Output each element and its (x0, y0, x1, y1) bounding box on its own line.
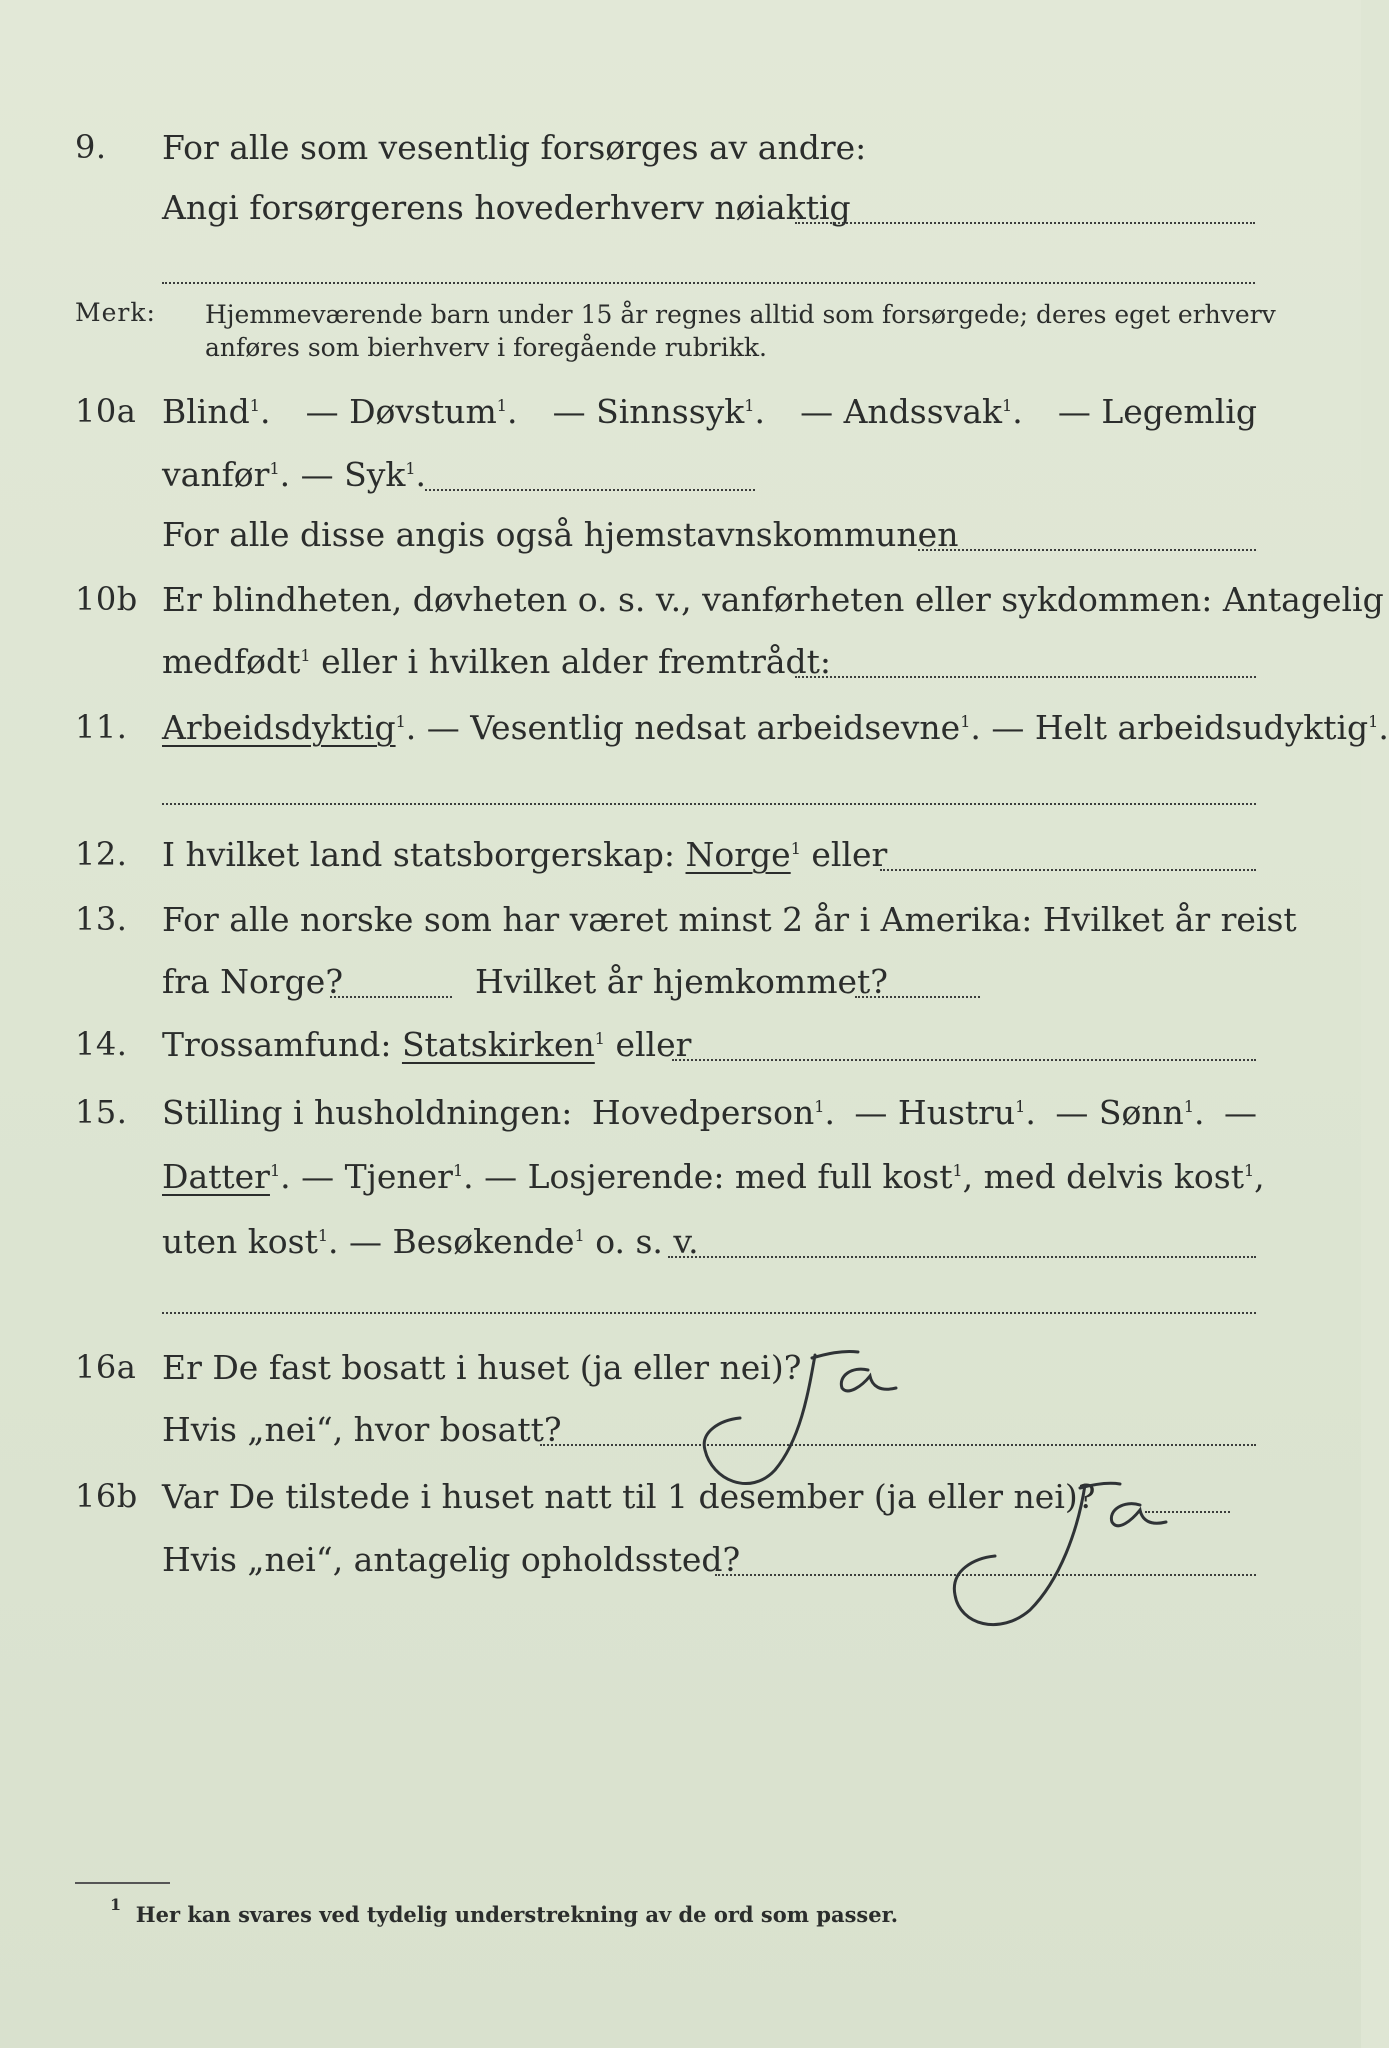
footnote: $^1$ Her kan svares ved tydelig understrekning av de ord som passer. (110, 1895, 899, 1927)
q16a-number: 16a (75, 1348, 137, 1386)
q16b-line1: Var De tilstede i huset natt til 1 desember (ja eller nei)? (162, 1477, 1096, 1516)
handwritten-ja-16a (704, 1351, 896, 1483)
q10b-line2: medfødt$^1$ eller i hvilken alder fremtrådt: (162, 642, 832, 681)
q16a-line1: Er De fast bosatt i huset (ja eller nei)? (162, 1348, 802, 1387)
q15-line2: Datter$^1$. — Tjener$^1$. — Losjerende: med full kost$^1$, med delvis kost$^1$, (162, 1157, 1265, 1196)
q10b-number: 10b (75, 580, 138, 618)
handwritten-ja-16b (954, 1483, 1166, 1624)
footnote-divider (75, 1882, 170, 1884)
q10a-line3: For alle disse angis også hjemstavnskommunen (162, 515, 959, 554)
q16b-line2: Hvis „nei“, antagelig opholdssted? (162, 1540, 741, 1579)
q15-option-hustru[interactable]: — Hustru$^1$. (854, 1093, 1036, 1132)
q16a-line2: Hvis „nei“, hvor bosatt? (162, 1410, 562, 1449)
q10a-option-dovstum[interactable]: — Døvstum$^1$. (305, 392, 518, 431)
q12-line1: I hvilket land statsborgerskap: Norge$^1$ eller (162, 835, 888, 874)
merk-label: Merk: (75, 298, 156, 327)
q10a-number: 10a (75, 392, 137, 430)
q15-option-datter[interactable]: Datter (162, 1157, 270, 1196)
q10a-option-legemlig[interactable]: — Legemlig (1057, 392, 1257, 431)
q15-line1: Stilling i husholdningen: Hovedperson$^1$. — Hustru$^1$. — Sønn$^1$. — (162, 1093, 1257, 1132)
q15-option-sonn[interactable]: — Sønn$^1$. (1055, 1093, 1205, 1132)
merk-line2: anføres som bierhverv i foregående rubrikk. (205, 333, 767, 362)
q11-line1: Arbeidsdyktig$^1$. — Vesentlig nedsat arbeidsevne$^1$. — Helt arbeidsudyktig$^1$. (162, 708, 1389, 747)
q10a-option-andssvak[interactable]: — Andssvak$^1$. (800, 392, 1023, 431)
q15-number: 15. (75, 1093, 128, 1131)
q10a-option-sinnssyk[interactable]: — Sinnssyk$^1$. (552, 392, 765, 431)
q10b-line1: Er blindheten, døvheten o. s. v., vanførheten eller sykdommen: Antagelig (162, 580, 1384, 619)
merk-line1: Hjemmeværende barn under 15 år regnes alltid som forsørgede; deres eget erhverv (205, 300, 1276, 329)
q12-number: 12. (75, 835, 128, 873)
q9-number: 9. (75, 128, 107, 166)
q14-line1: Trossamfund: Statskirken$^1$ eller (162, 1025, 692, 1064)
q13-reist: fra Norge? (162, 962, 344, 1001)
q12-option-norge[interactable]: Norge (685, 835, 791, 874)
q13-hjemkommet: Hvilket år hjemkommet? (475, 962, 888, 1001)
q13-number: 13. (75, 900, 128, 938)
q9-line2: Angi forsørgerens hovederhverv nøiaktig (162, 188, 851, 227)
q16b-number: 16b (75, 1477, 138, 1515)
q14-option-statskirken[interactable]: Statskirken (401, 1025, 595, 1064)
q9-line1: For alle som vesentlig forsørges av andre: (162, 128, 867, 167)
q10a-option-blind[interactable]: Blind$^1$. (162, 392, 271, 431)
q11-option-arbeidsdyktig[interactable]: Arbeidsdyktig (162, 708, 396, 747)
q15-option-hovedperson[interactable]: Hovedperson$^1$. (591, 1093, 835, 1132)
q11-number: 11. (75, 708, 128, 746)
q13-line1: For alle norske som har været minst 2 år i Amerika: Hvilket år reist (162, 900, 1297, 939)
q15-line3: uten kost$^1$. — Besøkende$^1$ o. s. v. (162, 1222, 699, 1261)
q10a-line2: vanfør$^1$. — Syk$^1$. (162, 455, 427, 494)
q14-number: 14. (75, 1025, 128, 1063)
